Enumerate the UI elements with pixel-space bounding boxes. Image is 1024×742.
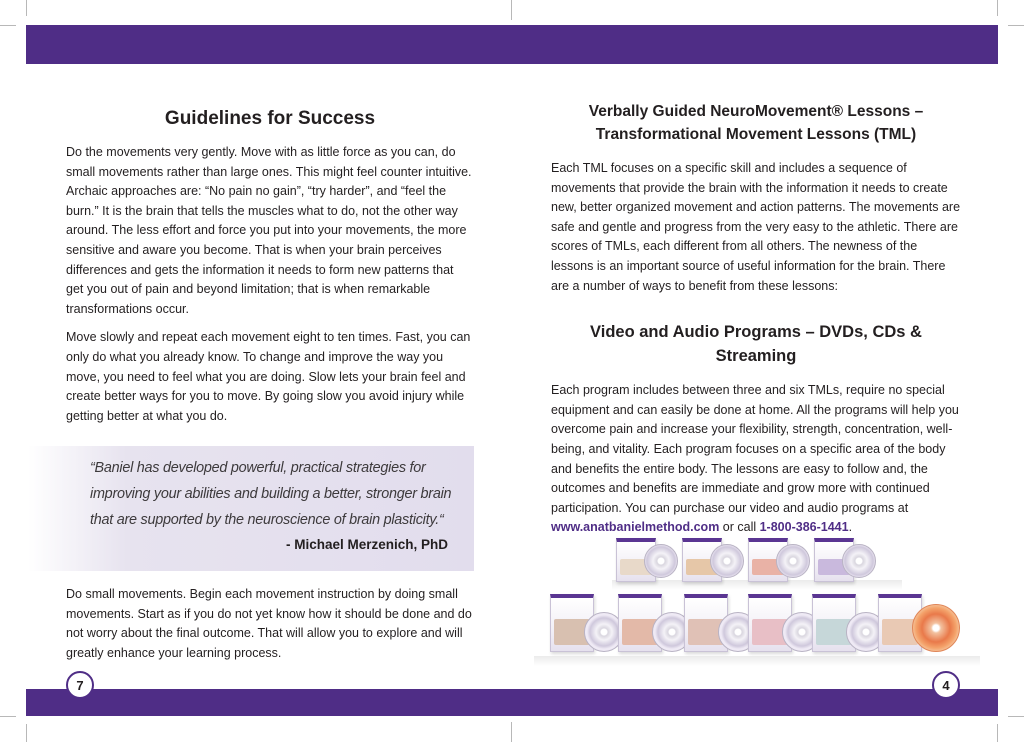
right-page-column	[551, 100, 961, 538]
quote-author: - Michael Merzenich, PhD	[285, 537, 448, 552]
page-number-left: 7	[66, 671, 94, 699]
disc	[644, 544, 678, 578]
crop-mark	[26, 724, 27, 742]
closing-paragraph: Do small movements. Begin each movement instruction by doing small movements. Start as if you do not yet know how it should be done and do not worry about the final outcome. That will allow you to explore and will greatly enhance your learning process.	[66, 587, 472, 660]
crop-mark	[511, 722, 512, 742]
phone-number-link[interactable]: 1-800-386-1441	[759, 520, 849, 535]
crop-mark	[1008, 25, 1024, 26]
disc	[912, 604, 960, 652]
crop-mark	[997, 724, 998, 742]
crop-mark	[997, 0, 998, 16]
disc	[776, 544, 810, 578]
top-purple-bar	[26, 25, 998, 64]
quote-text: “Baniel has developed powerful, practical strategies for improving your abilities and building a better, stronger brain that are supported by the neuroscience of brain plasticity.“	[90, 460, 452, 528]
testimonial-quote-box	[28, 446, 474, 571]
product-collection-image	[534, 538, 980, 666]
period-text: .	[848, 520, 853, 535]
bottom-purple-bar	[26, 689, 998, 716]
or-call-text: or call	[719, 520, 760, 535]
tml-intro-paragraph: Each TML focuses on a specific skill and includes a sequence of movements that provide the brain with the information it needs to create new, better organized movement and action patterns. The movements are safe and gentle and progress from the very easy to the athletic. There are scores of TMLs, each different from all others. The newness of the lessons is an important source of useful information for the brain. There are a number of ways to benefit from these lessons:	[551, 161, 961, 293]
crop-mark	[26, 0, 27, 16]
crop-mark	[511, 0, 512, 20]
programs-heading: Video and Audio Programs – DVDs, CDs & Streaming	[590, 323, 922, 366]
page-number-right: 4	[932, 671, 960, 699]
guidelines-paragraph-1: Do the movements very gently. Move with as little force as you can, do small movements rather than large ones. This might feel counter intuitive. Archaic approaches are: “No pain no gain”, “try harder”, and “feel the burn.” It is the brain that tells the muscles what to do, not the other way around. The less effort and force you put into your movements, the more sensitive and aware you become. That is when your brain perceives differences and gets the information it needs to form new patterns that get you out of pain and beyond limitation; that is when remarkable transformations occur.	[66, 145, 472, 316]
disc	[842, 544, 876, 578]
crop-mark	[0, 716, 16, 717]
guidelines-paragraph-2: Move slowly and repeat each movement eight to ten times. Fast, you can only do what you already know. To change and improve the way you move, you need to feel what you are doing. Slow lets your brain feel and create better ways for you to move. By going slow you avoid injury while getting better at what you do.	[66, 330, 471, 423]
lessons-heading-line1: Verbally Guided NeuroMovement® Lessons –	[588, 103, 924, 120]
lessons-heading-line2: Transformational Movement Lessons (TML)	[595, 126, 917, 143]
programs-paragraph	[551, 381, 961, 538]
website-link[interactable]: www.anatbanielmethod.com	[551, 520, 720, 535]
guidelines-heading: Guidelines for Success	[164, 108, 376, 129]
programs-text: Each program includes between three and six TMLs, require no special equipment and can easily be done at home. All the programs will help you overcome pain and increase your flexibility, strength, concentration, well-being, and vitality. Each program focuses on a specific area of the body and benefits the entire body. The lessons are easy to follow and, the outcomes and benefits are immediate and grow more with continued participation. You can purchase our video and audio programs at	[551, 383, 959, 515]
left-page-closing	[66, 585, 474, 663]
crop-mark	[0, 25, 16, 26]
lessons-heading	[551, 100, 961, 146]
crop-mark	[1008, 716, 1024, 717]
disc	[710, 544, 744, 578]
left-page-column	[66, 100, 474, 426]
